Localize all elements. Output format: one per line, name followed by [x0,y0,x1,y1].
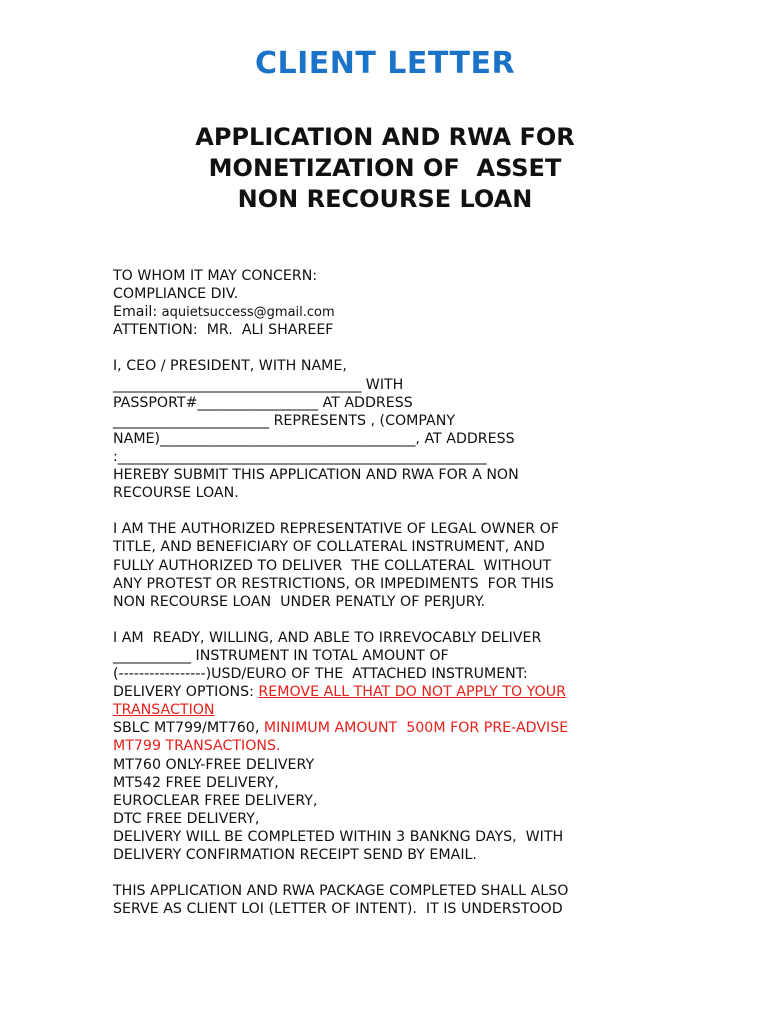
authorization-line: ANY PROTEST OR RESTRICTIONS, OR IMPEDIMENTS FOR THIS [113,575,554,592]
instrument-blank-line: ___________ INSTRUMENT IN TOTAL AMOUNT OF [113,647,449,664]
sblc-option-note: MT799 TRANSACTIONS. [113,738,281,755]
subtitle-line: NON RECOURSE LOAN [237,185,533,213]
delivery-option: MT760 ONLY-FREE DELIVERY [113,756,315,773]
sblc-option-note: MINIMUM AMOUNT 500M FOR PRE-ADVISE [263,720,569,737]
delivery-option: MT542 FREE DELIVERY, [113,774,279,791]
delivery-option: EUROCLEAR FREE DELIVERY, [113,792,318,809]
authorization-line: I AM THE AUTHORIZED REPRESENTATIVE OF LEGAL OWNER OF [113,521,559,538]
declaration-line: HEREBY SUBMIT THIS APPLICATION AND RWA FOR A NON [113,467,519,484]
name-blank-line: ___________________________________ WITH [113,376,404,393]
represents-line: ______________________ REPRESENTS , (COMPANY [113,412,456,429]
document-subtitle [0,122,770,215]
delivery-option: DTC FREE DELIVERY, [113,810,260,827]
attention-line: ATTENTION: MR. ALI SHAREEF [113,322,334,339]
letter-body [113,267,633,918]
delivery-options-line [113,683,633,701]
salutation: TO WHOM IT MAY CONCERN: [113,268,318,284]
division: COMPLIANCE DIV. [113,286,239,303]
authorization-line: TITLE, AND BENEFICIARY OF COLLATERAL INSTRUMENT, AND [113,539,545,556]
delivery-line: I AM READY, WILLING, AND ABLE TO IRREVOCABLY DELIVER [113,629,542,646]
authorization-line: NON RECOURSE LOAN UNDER PENATLY OF PERJURY. [113,593,486,610]
subtitle-line: MONETIZATION OF ASSET [208,154,562,182]
subtitle-line: APPLICATION AND RWA FOR [195,123,575,151]
sblc-option-line [113,737,633,755]
delivery-options-note: TRANSACTION [113,702,215,719]
closing-line: THIS APPLICATION AND RWA PACKAGE COMPLETED SHALL ALSO [113,883,569,900]
delivery-completion-line: DELIVERY CONFIRMATION RECEIPT SEND BY EMAIL. [113,847,477,863]
email-address: aquietsuccess@gmail.com [161,305,335,321]
delivery-options-label: DELIVERY OPTIONS: [113,684,259,701]
closing-line: SERVE AS CLIENT LOI (LETTER OF INTENT). IT IS UNDERSTOOD [113,901,563,918]
email-label: Email: [113,304,162,321]
amount-blank-line: (-----------------)USD/EURO OF THE ATTACHED INSTRUMENT: [113,666,528,683]
declaration-line: I, CEO / PRESIDENT, WITH NAME, [113,358,347,375]
authorization-line: FULLY AUTHORIZED TO DELIVER THE COLLATERAL WITHOUT [113,557,552,574]
delivery-options-note: REMOVE ALL THAT DO NOT APPLY TO YOUR [258,684,566,701]
paragraph-gap [113,864,633,882]
passport-line: PASSPORT#_________________ AT ADDRESS [113,394,413,411]
delivery-completion-line: DELIVERY WILL BE COMPLETED WITHIN 3 BANKNG DAYS, WITH [113,828,564,845]
paragraph-gap [113,502,633,520]
paragraph-gap [113,611,633,629]
company-name-line: NAME)____________________________________, AT ADDRESS [113,430,515,447]
address-blank-line: :____________________________________________________ [113,448,487,465]
sblc-option-label: SBLC MT799/MT760, [113,720,264,737]
email-line [113,303,633,321]
document-title: CLIENT LETTER [254,46,516,81]
paragraph-gap [113,339,633,357]
delivery-options-line [113,701,633,719]
declaration-line: RECOURSE LOAN. [113,485,239,502]
sblc-option-line [113,719,633,737]
